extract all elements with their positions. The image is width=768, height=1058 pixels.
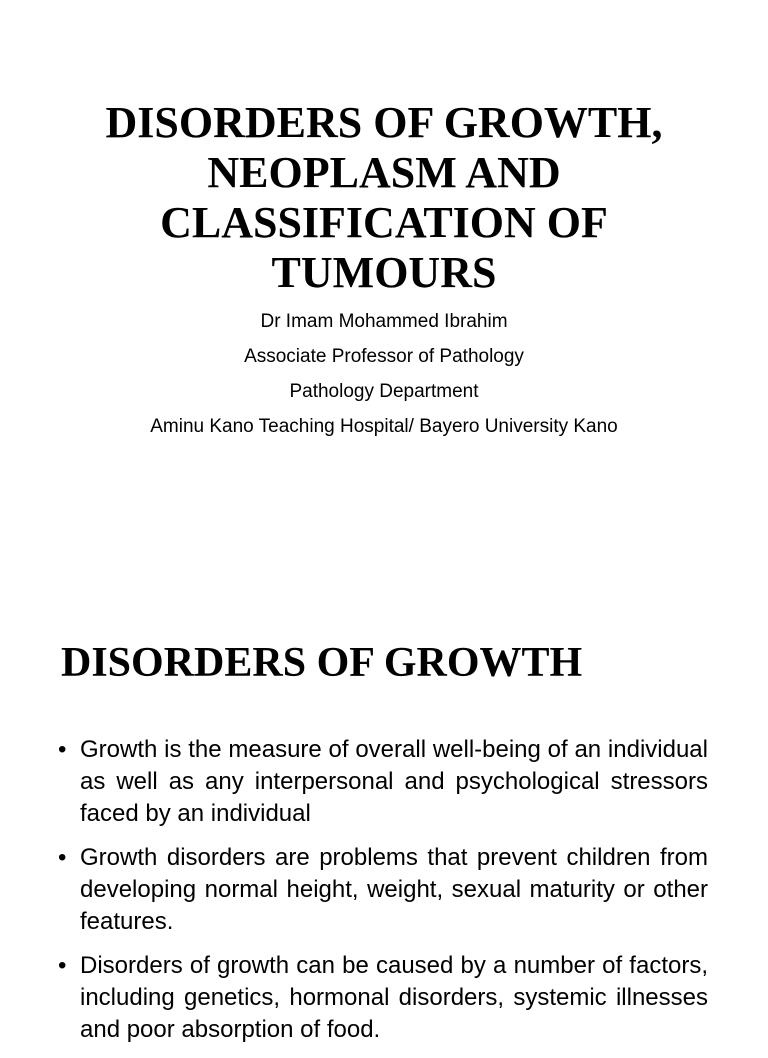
author-institution: Aminu Kano Teaching Hospital/ Bayero University Kano — [150, 416, 618, 437]
bullet-icon: • — [58, 952, 67, 979]
bullet-text: Disorders of growth can be caused by a number of factors, including genetics, hormonal disorders, systemic illnesses and poor absorption of food. — [80, 952, 708, 1043]
bullet-icon: • — [58, 844, 67, 871]
bullet-list — [58, 734, 708, 1058]
title-line: CLASSIFICATION OF — [160, 198, 608, 247]
presenter-info — [20, 304, 748, 444]
list-item — [58, 734, 708, 830]
content-slide — [0, 576, 768, 1043]
bullet-text: Growth disorders are problems that prevent children from developing normal height, weight, sexual maturity or other features. — [80, 844, 708, 935]
title-line: TUMOURS — [271, 248, 497, 297]
author-department: Pathology Department — [289, 381, 479, 402]
list-item — [58, 950, 708, 1046]
author-position: Associate Professor of Pathology — [244, 346, 524, 367]
title-line: NEOPLASM AND — [207, 148, 561, 197]
slide-heading: DISORDERS OF GROWTH — [61, 640, 583, 686]
presentation-title — [40, 98, 728, 298]
bullet-text: Growth is the measure of overall well-being of an individual as well as any interpersonal and psychological stressors faced by an individual — [80, 736, 708, 827]
author-name: Dr Imam Mohammed Ibrahim — [260, 311, 508, 332]
title-line: DISORDERS OF GROWTH, — [105, 98, 663, 147]
list-item — [58, 842, 708, 938]
bullet-icon: • — [58, 736, 67, 763]
